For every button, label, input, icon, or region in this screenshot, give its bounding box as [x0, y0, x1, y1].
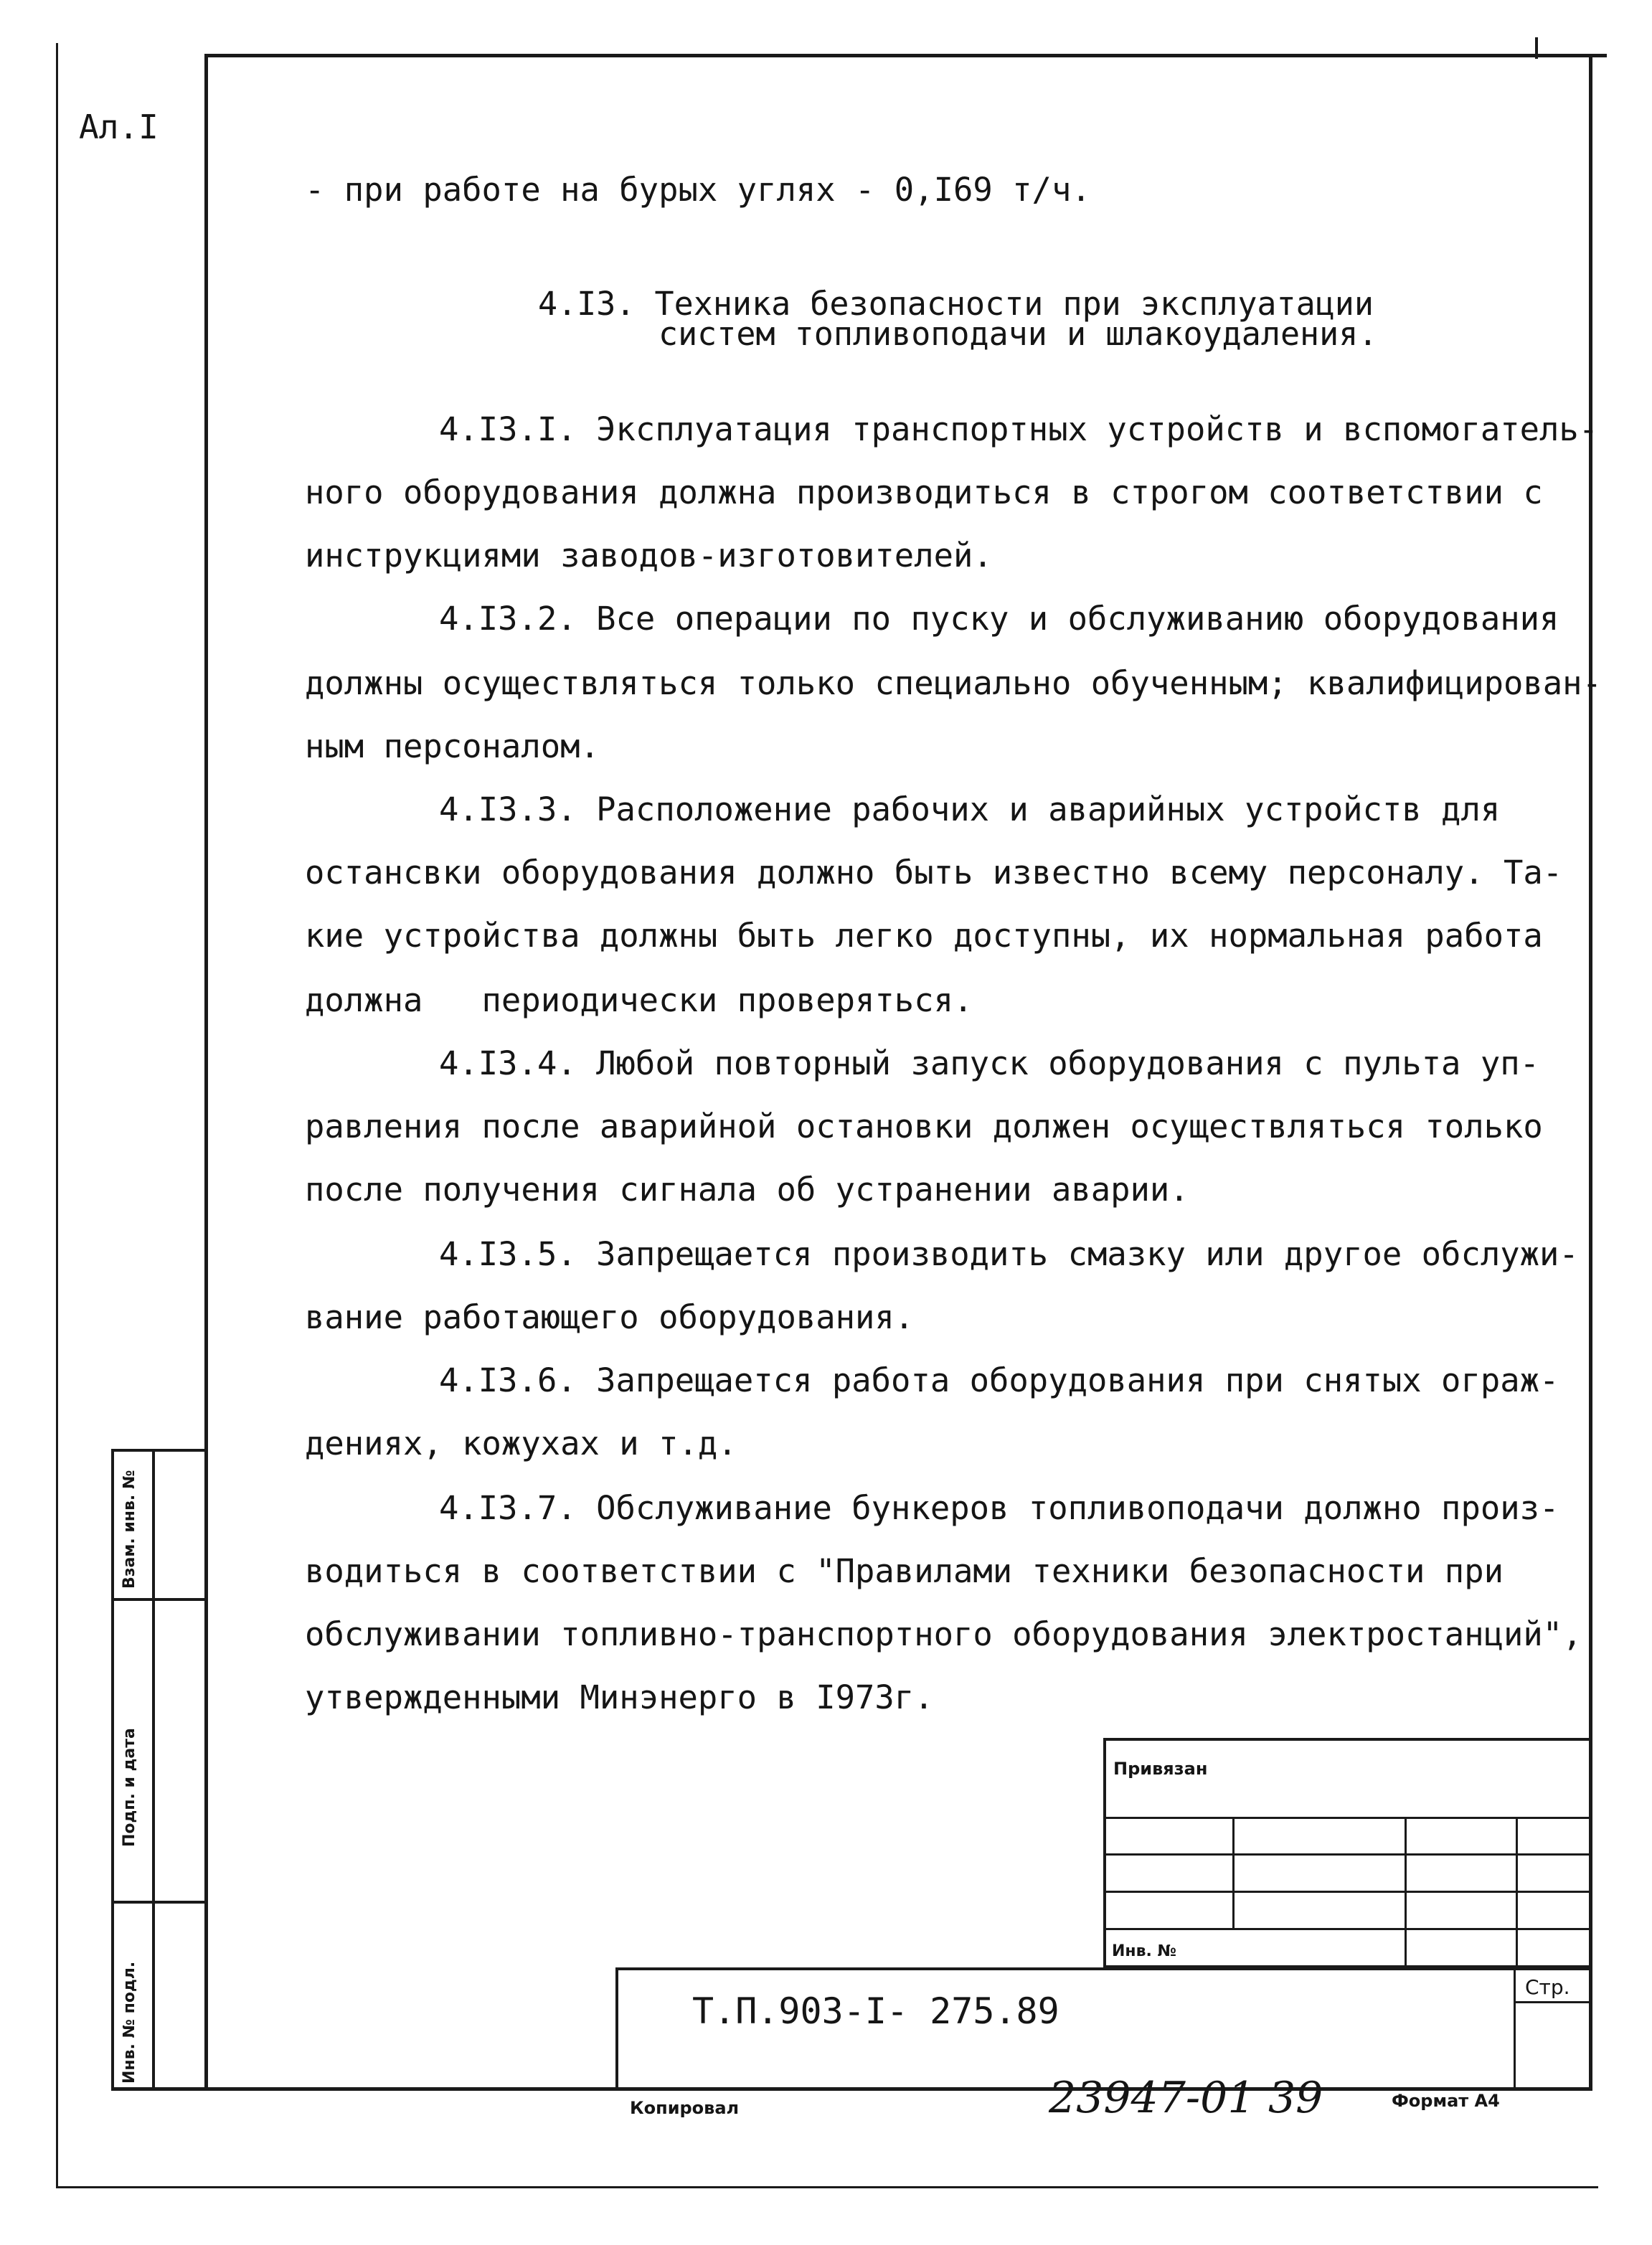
stamp-top [111, 1449, 208, 1452]
para-4-13-5-line1: 4.I3.5. Запрещается производить смазку или другое обслужи- [439, 1235, 1579, 1273]
para-4-13-3-line1: 4.I3.3. Расположение рабочих и аварийных устройств для [439, 790, 1501, 828]
privyazan-label: Привязан [1113, 1759, 1208, 1779]
copied-label: Копировал [630, 2098, 740, 2118]
podp-data-label: Подп. и дата [121, 1728, 138, 1847]
vzam-inv-label: Взам. инв. № [121, 1470, 138, 1589]
tb-privyazan-top [1103, 1738, 1591, 1741]
tb-code-top [615, 1967, 1591, 1970]
page-label: Стр. [1525, 1975, 1570, 1999]
para-4-13-4-line2: равления после аварийной остановки должен осуществляться только [305, 1107, 1543, 1145]
para-4-13-1-line1: 4.I3.I. Эксплуатация транспортных устройств и вспомогатель- [439, 410, 1599, 448]
document-code: Т.П.903-I- 275.89 [692, 1990, 1059, 2032]
section-heading-line1: 4.I3. Техника безопасности при эксплуатации [538, 285, 1374, 323]
para-4-13-4-line1: 4.I3.4. Любой повторный запуск оборудования с пульта уп- [439, 1044, 1540, 1082]
tb-code-left [615, 1967, 618, 2089]
para-4-13-3-line4: должна периодически проверяться. [305, 981, 973, 1019]
para-4-13-7-line1: 4.I3.7. Обслуживание бункеров топливоподачи должно произ- [439, 1489, 1559, 1527]
stamp-div-1 [111, 1598, 208, 1601]
frame-top [204, 54, 1607, 57]
handwritten-page: 39 [1268, 2073, 1323, 2123]
para-4-13-4-line3: после получения сигнала об устранении аварии. [305, 1171, 1189, 1209]
tb-hline-1 [1103, 1817, 1591, 1819]
tb-vline-1 [1232, 1817, 1235, 1930]
para-4-13-6-line2: дениях, кожухах и т.д. [305, 1424, 737, 1462]
format-label: Формат А4 [1392, 2091, 1500, 2111]
stamp-div-2 [111, 1901, 208, 1904]
para-4-13-1-line3: инструкциями заводов-изготовителей. [305, 537, 993, 575]
para-4-13-5-line2: вание работающего оборудования. [305, 1298, 915, 1336]
tb-hline-4 [1103, 1928, 1591, 1930]
frame-left [204, 54, 208, 2091]
handwritten-number: 23947-01 [1049, 2073, 1255, 2123]
para-4-13-7-line3: обслуживании топливно-транспортного оборудования электростанций", [305, 1615, 1582, 1653]
sheet-code: Ал.I [79, 108, 159, 146]
para-4-13-6-line1: 4.I3.6. Запрещается работа оборудования при снятых ограж- [439, 1361, 1559, 1399]
stamp-left-outer [111, 1449, 114, 2091]
para-4-13-3-line3: кие устройства должны быть легко доступны, их нормальная работа [305, 917, 1543, 955]
tb-vline-2 [1405, 1817, 1407, 1966]
tb-page-left [1514, 1967, 1516, 2089]
inv-no-label: Инв. № [1112, 1942, 1177, 1960]
frame-bottom [111, 2087, 1592, 2091]
para-4-13-2-line3: ным персоналом. [305, 727, 600, 765]
para-4-13-2-line2: должны осуществляться только специально обученным; квалифицирован- [305, 664, 1602, 702]
para-4-13-3-line2: останcвки оборудования должно быть известно всему персоналу. Та- [305, 854, 1563, 892]
section-heading-line2: систем топливоподачи и шлакоудаления. [659, 315, 1378, 353]
inv-podl-label: Инв. № подл. [121, 1961, 138, 2084]
outer-left-border [56, 43, 58, 2188]
tb-privyazan-left [1103, 1738, 1106, 1967]
tb-hline-3 [1103, 1891, 1591, 1893]
tb-hline-2 [1103, 1853, 1591, 1856]
intro-line: - при работе на бурых углях - 0,I69 т/ч. [305, 171, 1091, 209]
tb-vline-3 [1516, 1817, 1518, 1966]
para-4-13-2-line1: 4.I3.2. Все операции по пуску и обслуживанию оборудования [439, 600, 1559, 638]
stamp-left-inner [152, 1449, 155, 2091]
para-4-13-7-line2: водиться в соответствии с "Правилами техники безопасности при [305, 1552, 1504, 1590]
outer-bottom-border [56, 2186, 1598, 2188]
para-4-13-1-line2: ного оборудования должна производиться в строгом соответствии с [305, 473, 1543, 511]
tb-page-hline [1514, 2001, 1591, 2003]
para-4-13-7-line4: утвержденными Минэнерго в I973г. [305, 1678, 934, 1716]
